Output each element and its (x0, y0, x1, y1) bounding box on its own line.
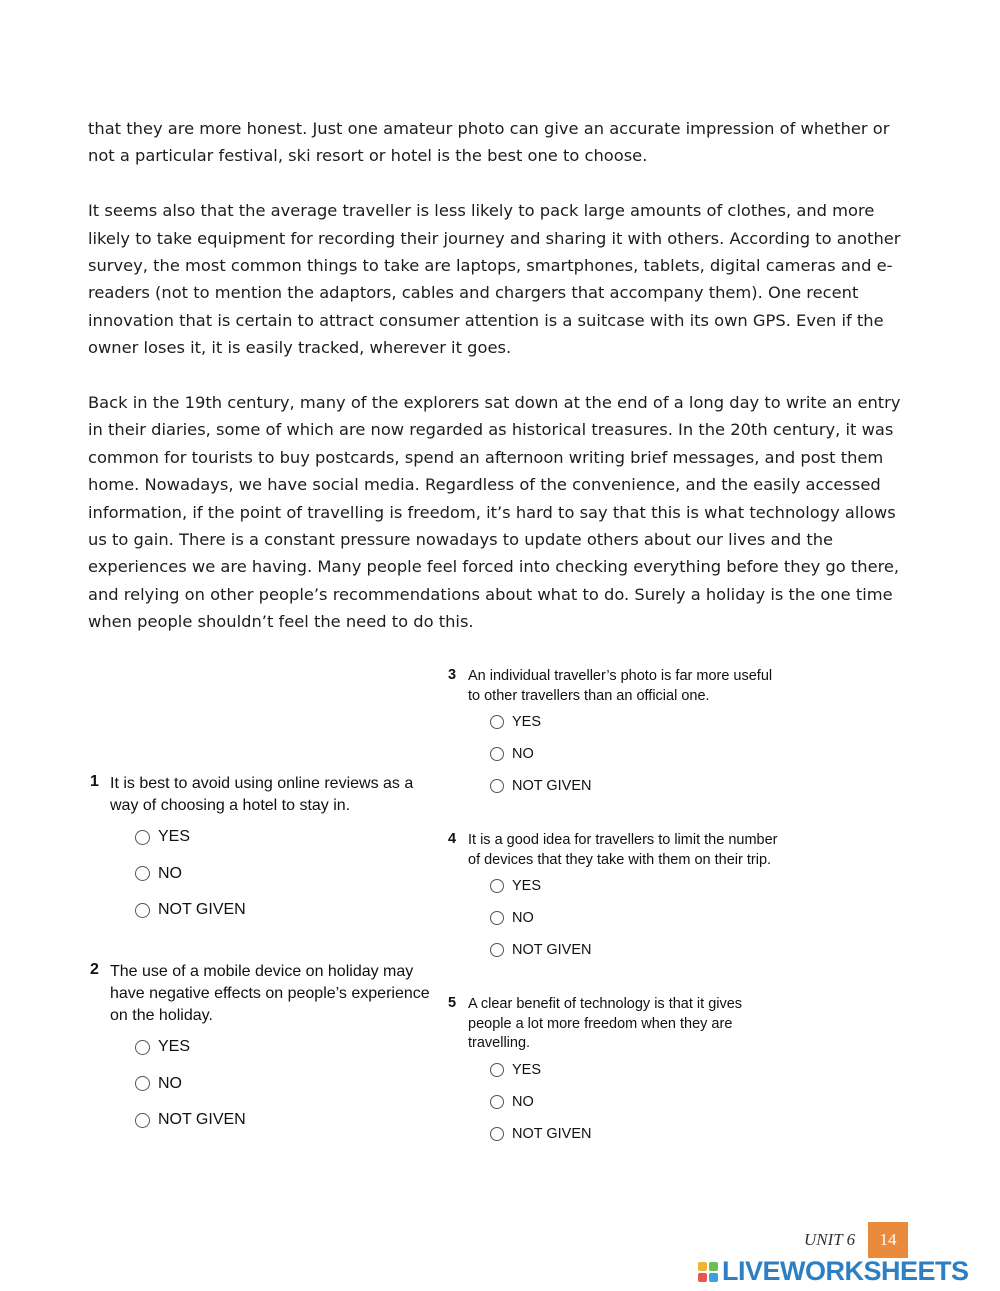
question-text: It is best to avoid using online reviews as a way of choosing a hotel to stay in. (110, 775, 414, 814)
question-1 (90, 773, 440, 929)
radio-button[interactable] (135, 866, 150, 881)
radio-button[interactable] (490, 943, 504, 957)
option-label: YES (158, 1038, 191, 1056)
passage-paragraph-2: It seems also that the average traveller is less likely to pack large amounts of clothes, and more likely to take equipment for recording their journey and sharing it with others. According to another survey, the most common things to take are laptops, smartphones, tablets, digital cameras and e-readers (not to mention the adaptors, cables and chargers that accompany them). One recent innovation that is certain to attract consumer attention is a suitcase with its own GPS. Even if the owner loses it, it is easily tracked, wherever it goes. (88, 201, 901, 358)
option-label: YES (512, 878, 542, 894)
option-not-given[interactable] (490, 934, 788, 966)
answer-options (135, 1029, 440, 1139)
page-number-badge: 14 (868, 1222, 908, 1258)
option-label: YES (512, 714, 542, 730)
option-not-given[interactable] (135, 1102, 440, 1139)
option-yes[interactable] (490, 706, 788, 738)
option-yes[interactable] (135, 819, 440, 856)
question-text: A clear benefit of technology is that it gives people a lot more freedom when they are travelling. (468, 996, 743, 1051)
question-number: 2 (90, 961, 99, 978)
option-yes[interactable] (490, 1054, 768, 1086)
option-yes[interactable] (490, 870, 788, 902)
question-number: 1 (90, 773, 99, 790)
liveworksheets-logo[interactable] (698, 1256, 969, 1287)
option-label: NOT GIVEN (512, 942, 592, 958)
radio-button[interactable] (490, 747, 504, 761)
radio-button[interactable] (135, 1113, 150, 1128)
question-number: 3 (448, 667, 457, 683)
option-label: NO (158, 864, 182, 882)
option-label: NOT GIVEN (512, 1125, 592, 1142)
radio-button[interactable] (135, 830, 150, 845)
question-3 (448, 667, 788, 802)
cube-icon (709, 1262, 718, 1271)
cube-icon (698, 1262, 707, 1271)
answer-options (490, 1054, 768, 1150)
radio-button[interactable] (490, 779, 504, 793)
radio-button[interactable] (490, 1127, 504, 1141)
cube-icon (709, 1273, 718, 1282)
answer-options (135, 819, 440, 929)
option-yes[interactable] (135, 1029, 440, 1066)
radio-button[interactable] (490, 715, 504, 729)
option-no[interactable] (490, 1086, 768, 1118)
option-label: NOT GIVEN (158, 901, 246, 919)
unit-label: UNIT 6 (804, 1230, 856, 1249)
radio-button[interactable] (490, 1063, 504, 1077)
option-label: NO (512, 1093, 534, 1110)
question-2 (90, 961, 440, 1139)
option-label: NO (512, 910, 534, 926)
option-label: YES (512, 1061, 542, 1078)
radio-button[interactable] (135, 903, 150, 918)
option-no[interactable] (490, 738, 788, 770)
reading-passage (88, 115, 908, 663)
question-text: An individual traveller’s photo is far more useful to other travellers than an official one. (468, 668, 773, 704)
colored-cubes-icon (698, 1262, 718, 1282)
radio-button[interactable] (490, 879, 504, 893)
question-number: 4 (448, 831, 457, 847)
cube-icon (698, 1273, 707, 1282)
brand-name: LIVEWORKSHEETS (722, 1256, 969, 1286)
option-no[interactable] (490, 902, 788, 934)
passage-paragraph-3: Back in the 19th century, many of the explorers sat down at the end of a long day to write an entry in their diaries, some of which are now regarded as historical treasures. In the 20th century, it was common for tourists to buy postcards, spend an afternoon writing brief messages, and post them home. Nowadays, we have social media. Regardless of the convenience, and the easily accessed information, if the point of travelling is freedom, it’s hard to say that this is what technology allows us to gain. There is a constant pressure nowadays to update others about our lives and the experiences we are having. Many people feel forced into checking everything before they go there, and relying on other people’s recommendations about what to do. Surely a holiday is the one time when people shouldn’t feel the need to do this. (88, 393, 901, 632)
option-no[interactable] (135, 1066, 440, 1103)
question-5 (448, 995, 768, 1150)
option-not-given[interactable] (135, 892, 440, 929)
answer-options (490, 870, 788, 966)
answer-options (490, 706, 788, 802)
question-4 (448, 831, 788, 966)
option-no[interactable] (135, 856, 440, 893)
option-label: NO (158, 1074, 182, 1092)
radio-button[interactable] (490, 1095, 504, 1109)
option-label: YES (158, 828, 191, 846)
option-not-given[interactable] (490, 1118, 768, 1150)
radio-button[interactable] (490, 911, 504, 925)
option-label: NOT GIVEN (158, 1111, 246, 1129)
radio-button[interactable] (135, 1040, 150, 1055)
question-text: It is a good idea for travellers to limit the number of devices that they take with them on their trip. (468, 832, 778, 868)
option-not-given[interactable] (490, 770, 788, 802)
passage-paragraph-1: that they are more honest. Just one amateur photo can give an accurate impression of whether or not a particular festival, ski resort or hotel is the best one to choose. (88, 119, 890, 166)
option-label: NO (512, 746, 534, 762)
question-text: The use of a mobile device on holiday may have negative effects on people’s experience on the holiday. (110, 963, 430, 1024)
radio-button[interactable] (135, 1076, 150, 1091)
option-label: NOT GIVEN (512, 778, 592, 794)
question-number: 5 (448, 995, 457, 1011)
